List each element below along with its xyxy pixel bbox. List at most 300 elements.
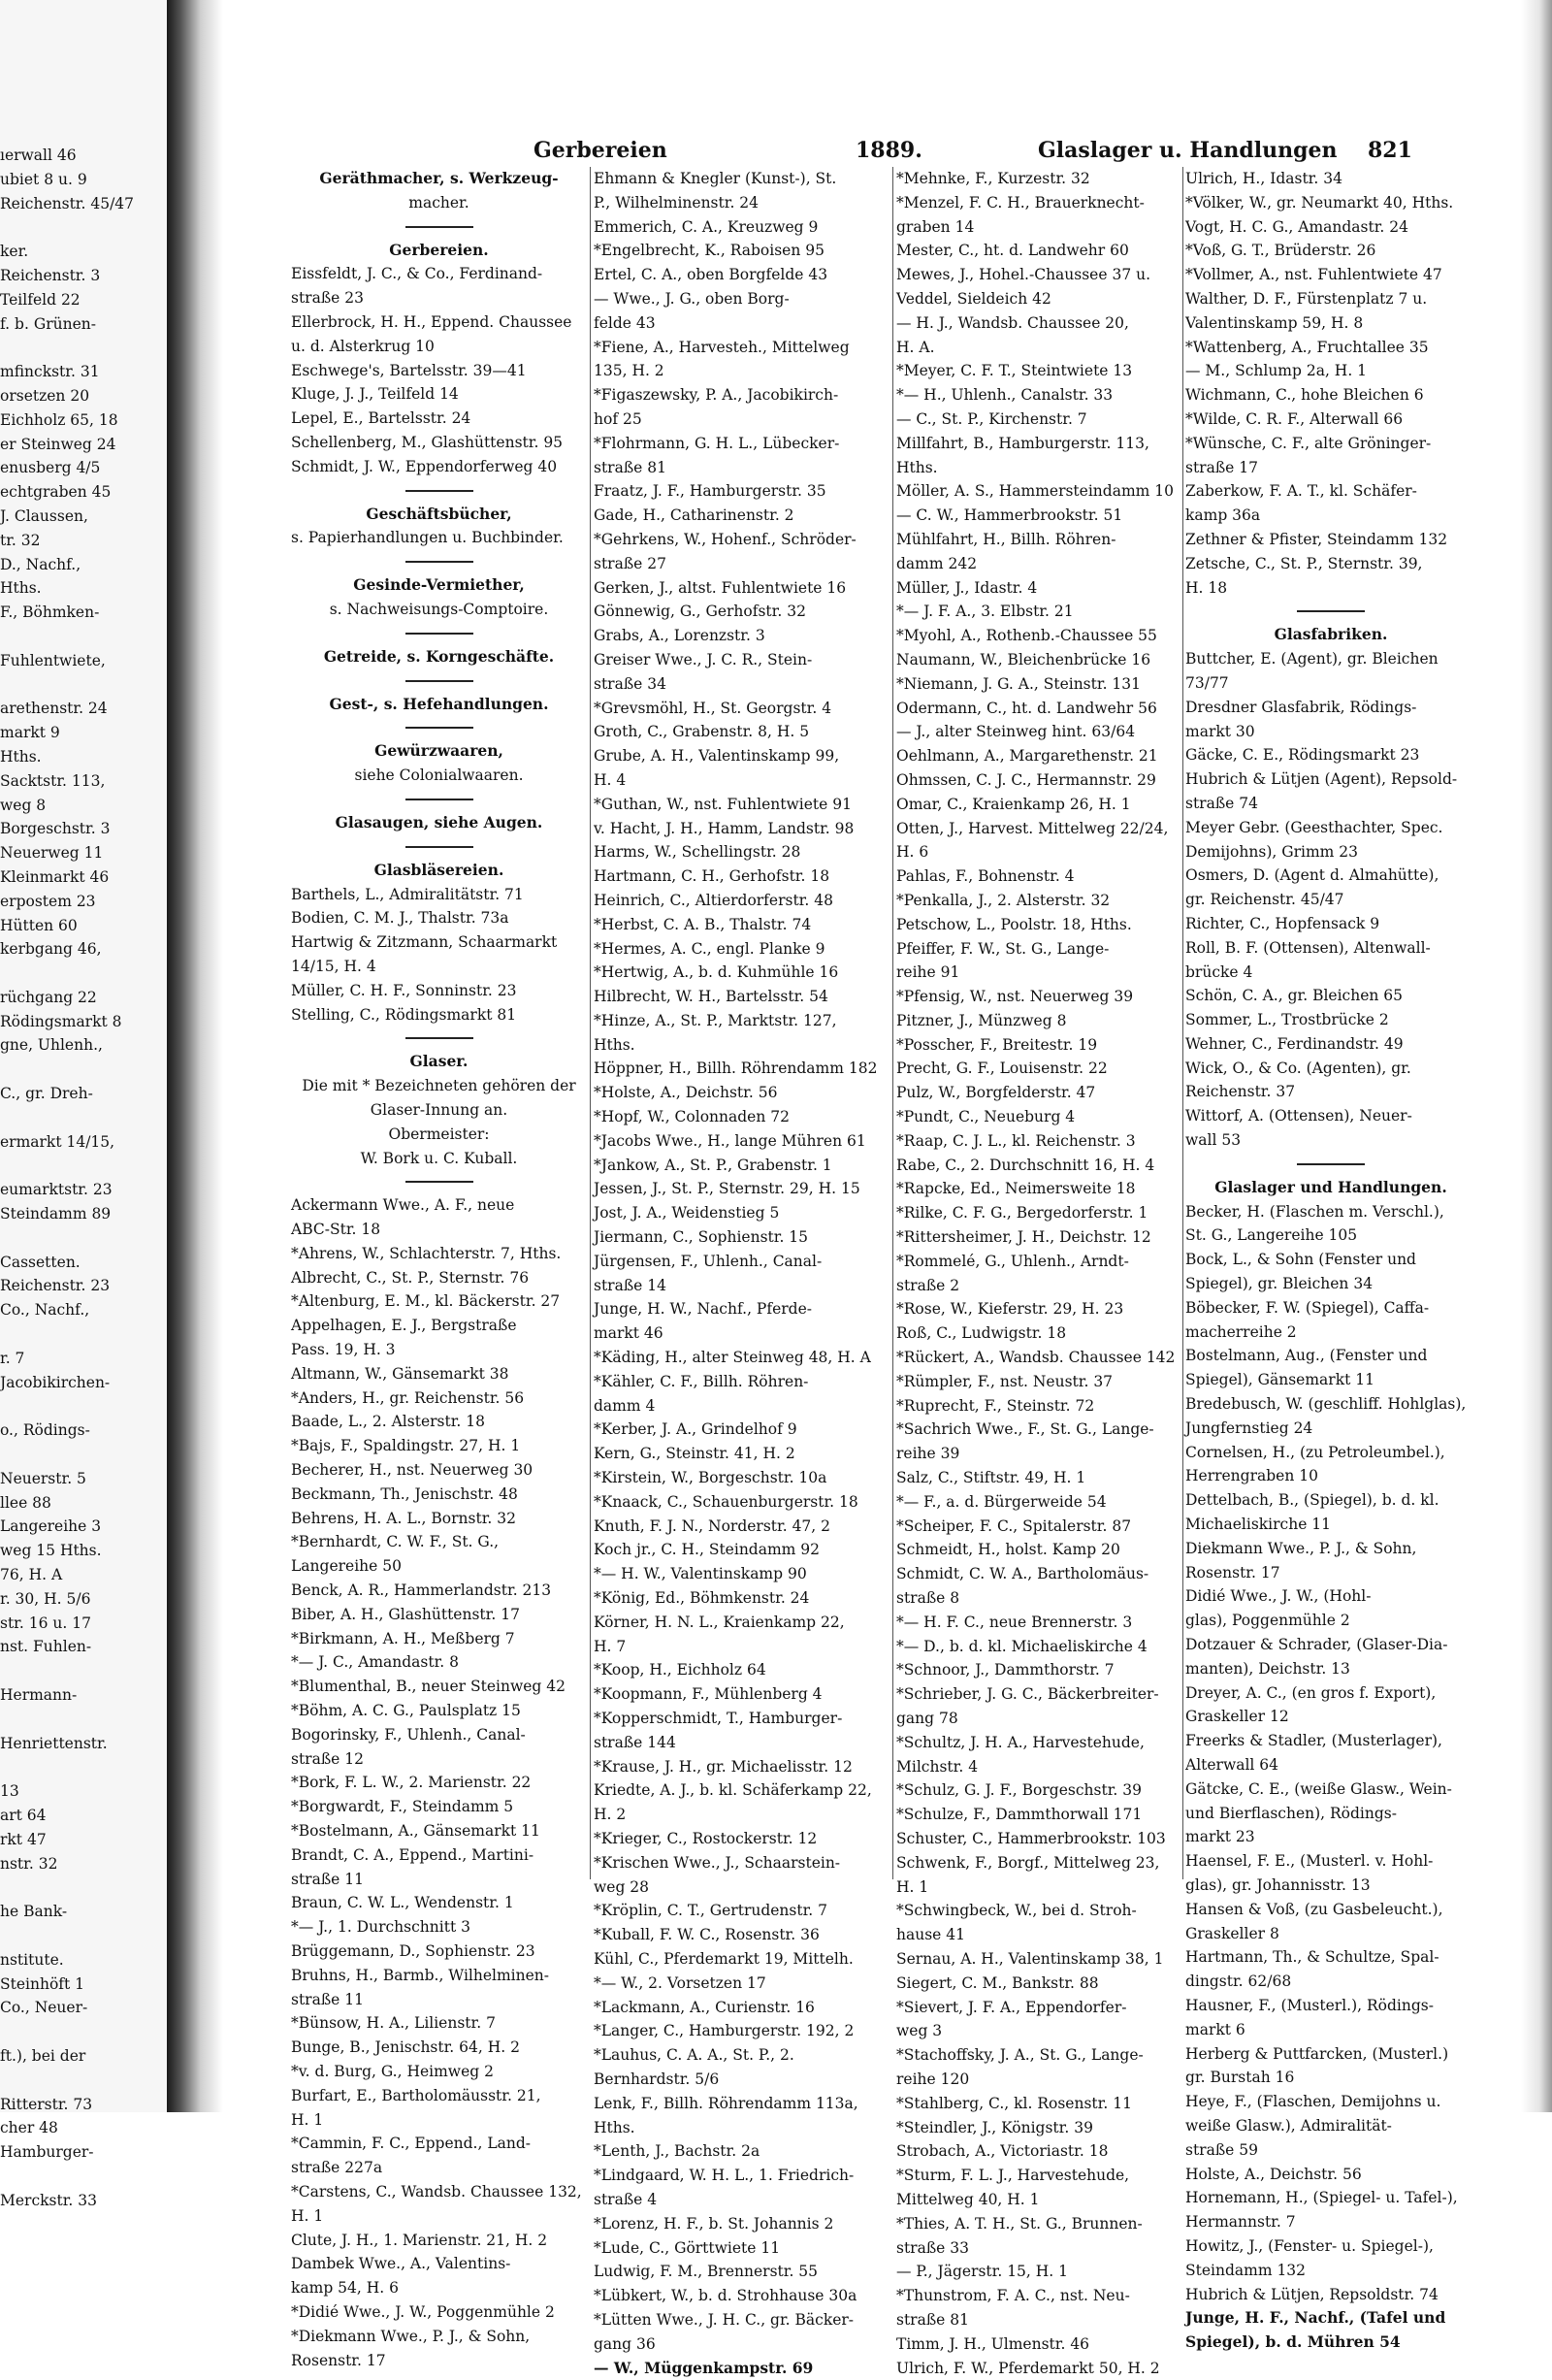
left-fragment-line [0, 1708, 165, 1732]
directory-entry: straße 14 [594, 1276, 667, 1294]
directory-entry: Mester, C., ht. d. Landwehr 60 [896, 242, 1129, 260]
section-heading: Gesinde-Vermiether, [353, 575, 525, 595]
directory-entry: Heye, F., (Flaschen, Demijohns u. [1185, 2093, 1441, 2111]
directory-entry: Braun, C. W. L., Wendenstr. 1 [291, 1894, 514, 1912]
section-divider [405, 846, 473, 848]
directory-entry: Pass. 19, H. 3 [291, 1341, 396, 1359]
left-fragment-line [0, 1106, 165, 1130]
directory-entry: *Rilke, C. F. G., Bergedorferstr. 1 [896, 1204, 1148, 1223]
directory-entry: hof 25 [594, 409, 642, 428]
left-fragment-line: Hütten 60 [0, 916, 78, 934]
directory-entry: Knuth, F. J. N., Norderstr. 47, 2 [594, 1516, 831, 1535]
book-gutter [167, 0, 223, 2112]
directory-entry: *Steindler, J., Königstr. 39 [896, 2118, 1093, 2136]
directory-entry: *Engelbrecht, K., Raboisen 95 [594, 242, 824, 260]
left-fragment-line: rkt 47 [0, 1830, 47, 1848]
directory-entry: Pulz, W., Borgfelderstr. 47 [896, 1084, 1096, 1102]
directory-entry: Wehner, C., Ferdinandstr. 49 [1185, 1034, 1404, 1053]
left-fragment-line: Teilfeld 22 [0, 290, 81, 309]
left-fragment-line: J. Claussen, [0, 506, 88, 525]
directory-entry: markt 23 [1185, 1828, 1255, 1846]
directory-entry: Hubrich & Lütjen, Repsoldstr. 74 [1185, 2285, 1439, 2303]
left-fragment-line: eumarktstr. 23 [0, 1181, 113, 1199]
directory-entry: Barthels, L., Admiralitätstr. 71 [291, 885, 524, 903]
directory-entry: Herrengraben 10 [1185, 1467, 1318, 1485]
directory-entry: u. d. Alsterkrug 10 [291, 337, 435, 355]
left-fragment-line: kerbgang 46, [0, 940, 102, 959]
directory-entry: macherreihe 2 [1185, 1322, 1297, 1341]
section-divider [405, 226, 473, 228]
directory-entry: Junge, H. F., Nachf., (Tafel und [1185, 2308, 1446, 2328]
section-divider [405, 1037, 473, 1039]
directory-entry: Walther, D. F., Fürstenplatz 7 u. [1185, 289, 1428, 308]
directory-entry: *v. d. Burg, G., Heimweg 2 [291, 2062, 494, 2080]
directory-entry: Ulrich, H., Idastr. 34 [1185, 170, 1342, 187]
directory-entry: 135, H. 2 [594, 362, 664, 380]
directory-entry: Appelhagen, E. J., Bergstraße [291, 1317, 517, 1335]
left-fragment-line: Hermann- [0, 1686, 78, 1704]
left-fragment-line: Eichholz 65, 18 [0, 410, 118, 429]
directory-entry: Langereihe 50 [291, 1557, 402, 1576]
directory-entry: glas), Poggenmühle 2 [1185, 1612, 1350, 1630]
left-fragment-line: art 64 [0, 1806, 47, 1824]
directory-entry: *Schulze, F., Dammthorwall 171 [896, 1806, 1143, 1824]
directory-column-3 [896, 167, 1182, 2380]
left-fragment-line: markt 9 [0, 724, 60, 742]
left-fragment-line: Kleinmarkt 46 [0, 867, 110, 886]
directory-entry: *Rose, W., Kieferstr. 29, H. 23 [896, 1300, 1124, 1319]
directory-entry: *— H. W., Valentinskamp 90 [594, 1565, 807, 1583]
left-fragment-line [0, 1659, 165, 1683]
directory-entry: Hermannstr. 7 [1185, 2213, 1296, 2232]
directory-entry: Zetsche, C., St. P., Sternstr. 39, [1185, 554, 1423, 572]
section-divider [405, 799, 473, 800]
directory-entry: *Jankow, A., St. P., Grabenstr. 1 [594, 1156, 832, 1174]
directory-entry: Sernau, A. H., Valentinskamp 38, 1 [896, 1949, 1164, 1968]
directory-entry: *Koopmann, F., Mühlenberg 4 [594, 1685, 823, 1704]
left-page-fragments [0, 144, 165, 2213]
directory-entry: v. Hacht, J. H., Hamm, Landstr. 98 [594, 819, 855, 837]
directory-entry: Kriedte, A. J., b. kl. Schäferkamp 22, [594, 1781, 872, 1800]
directory-entry: Schmeidt, H., holst. Kamp 20 [896, 1541, 1120, 1559]
directory-entry: Strobach, A., Victoriastr. 18 [896, 2142, 1109, 2161]
directory-entry: *— J. F. A., 3. Elbstr. 21 [896, 603, 1074, 621]
directory-entry: straße 12 [291, 1749, 365, 1768]
directory-entry: Körner, H. N. L., Kraienkamp 22, [594, 1613, 845, 1631]
directory-entry: *Didié Wwe., J. W., Poggenmühle 2 [291, 2302, 555, 2321]
directory-entry: Jessen, J., St. P., Sternstr. 29, H. 15 [594, 1180, 860, 1198]
directory-entry: Graskeller 8 [1185, 1924, 1279, 1942]
left-fragment-line: ker. [0, 243, 29, 261]
directory-entry: *Altenburg, E. M., kl. Bäckerstr. 27 [291, 1292, 561, 1311]
directory-entry: Gönnewig, G., Gerhofstr. 32 [594, 603, 806, 621]
directory-entry: *Carstens, C., Wandsb. Chaussee 132, [291, 2182, 582, 2201]
directory-entry: *Rittersheimer, J. H., Deichstr. 12 [896, 1228, 1151, 1247]
directory-entry: straße 2 [896, 1276, 960, 1294]
directory-entry: reihe 120 [896, 2070, 970, 2088]
section-divider [405, 680, 473, 682]
directory-entry: *Guthan, W., nst. Fuhlentwiete 91 [594, 795, 852, 813]
left-fragment-line: 13 [0, 1782, 19, 1801]
directory-entry: Höppner, H., Billh. Röhrendamm 182 [594, 1060, 878, 1078]
directory-entry: Dresdner Glasfabrik, Rödings- [1185, 698, 1417, 716]
page-number: 821 [1368, 138, 1412, 163]
directory-entry: *Rommelé, G., Uhlenh., Arndt- [896, 1252, 1129, 1270]
directory-entry: Emmerich, C. A., Kreuzweg 9 [594, 217, 819, 236]
directory-entry: Clute, J. H., 1. Marienstr. 21, H. 2 [291, 2231, 548, 2249]
left-fragment-line: weg 8 [0, 796, 47, 814]
directory-entry: Zaberkow, F. A. T., kl. Schäfer- [1185, 482, 1417, 501]
directory-entry: *Kerber, J. A., Grindelhof 9 [594, 1420, 797, 1439]
directory-entry: straße 11 [291, 1870, 365, 1888]
directory-entry: Schuster, C., Hammerbrookstr. 103 [896, 1829, 1166, 1847]
directory-entry: Becker, H. (Flaschen m. Verschl.), [1185, 1202, 1444, 1221]
directory-entry: Osmers, D. (Agent d. Almahütte), [1185, 866, 1439, 885]
left-fragment-line: Hths. [0, 579, 42, 598]
directory-entry: kamp 54, H. 6 [291, 2279, 399, 2298]
left-fragment-line: r. 30, H. 5/6 [0, 1589, 91, 1608]
directory-entry: Jost, J. A., Weidenstieg 5 [594, 1204, 780, 1223]
directory-entry: *Lauhus, C. A. A., St. P., 2. [594, 2046, 794, 2065]
section-heading: Gerbereien. [389, 240, 489, 259]
directory-entry: straße 59 [1185, 2140, 1259, 2159]
directory-entry: *Niemann, J. G. A., Steinstr. 131 [896, 674, 1142, 693]
left-fragment-line [0, 336, 165, 360]
left-fragment-line: Co., Nachf., [0, 1301, 90, 1320]
directory-entry: *Borgwardt, F., Steindamm 5 [291, 1798, 514, 1816]
directory-entry: — C., St. P., Kirchenstr. 7 [896, 409, 1087, 428]
directory-entry: *Bajs, F., Spaldingstr. 27, H. 1 [291, 1437, 521, 1455]
directory-entry: Dreyer, A. C., (en gros f. Export), [1185, 1683, 1437, 1702]
section-heading: Gewürzwaaren, [374, 741, 503, 761]
directory-entry: *Stahlberg, C., kl. Rosenstr. 11 [896, 2094, 1132, 2112]
directory-entry: graben 14 [896, 217, 975, 236]
directory-entry: Junge, H. W., Nachf., Pferde- [594, 1300, 813, 1319]
directory-entry: Rosenstr. 17 [291, 2351, 386, 2369]
left-fragment-line: nstr. 32 [0, 1854, 58, 1873]
left-fragment-line [0, 1154, 165, 1178]
left-fragment-line [0, 1394, 165, 1418]
directory-entry: 73/77 [1185, 673, 1229, 692]
left-fragment-line: nstitute. [0, 1950, 64, 1969]
directory-entry: *Hermes, A. C., engl. Planke 9 [594, 939, 825, 958]
left-fragment-line: ft.), bei der [0, 2046, 86, 2065]
directory-entry: Getreide, s. Korngeschäfte. [323, 646, 555, 666]
left-fragment-line: Steindamm 89 [0, 1205, 112, 1223]
section-heading: Glaslager und Handlungen. [1214, 1177, 1447, 1196]
directory-entry: *Thies, A. T. H., St. G., Brunnen- [896, 2214, 1143, 2233]
directory-entry: Precht, G. F., Louisenstr. 22 [896, 1060, 1108, 1078]
directory-entry: *Herbst, C. A. B., Thalstr. 74 [594, 915, 812, 933]
directory-entry: H. 2 [594, 1806, 627, 1824]
left-fragment-line: gne, Uhlenh., [0, 1036, 103, 1055]
directory-entry: *Kähler, C. F., Billh. Röhren- [594, 1372, 809, 1390]
directory-entry: — C. W., Hammerbrookstr. 51 [896, 506, 1123, 525]
directory-entry: Bunge, B., Jenischstr. 64, H. 2 [291, 2038, 520, 2057]
directory-entry: *Krause, J. H., gr. Michaelisstr. 12 [594, 1757, 853, 1776]
left-fragment-line: nst. Fuhlen- [0, 1638, 92, 1656]
directory-entry: *Kirstein, W., Borgeschstr. 10a [594, 1469, 827, 1487]
directory-entry: Vogt, H. C. G., Amandastr. 24 [1185, 217, 1408, 236]
directory-entry: *Voß, G. T., Brüderstr. 26 [1185, 242, 1376, 260]
directory-entry: Obermeister: [388, 1125, 490, 1143]
directory-entry: *Meyer, C. F. T., Steintwiete 13 [896, 362, 1133, 380]
directory-entry: Gade, H., Catharinenstr. 2 [594, 506, 794, 525]
directory-entry: Jungfernstieg 24 [1185, 1418, 1313, 1437]
directory-entry: Gätcke, C. E., (weiße Glasw., Wein- [1185, 1779, 1452, 1798]
directory-entry: Bock, L., & Sohn (Fenster und [1185, 1251, 1416, 1269]
directory-entry: Brüggemann, D., Sophienstr. 23 [291, 1942, 535, 1960]
directory-entry: Hubrich & Lütjen (Agent), Repsold- [1185, 770, 1458, 789]
directory-entry: Richter, C., Hopfensack 9 [1185, 914, 1380, 932]
directory-entry: Sommer, L., Trostbrücke 2 [1185, 1011, 1389, 1029]
directory-entry: Kern, G., Steinstr. 41, H. 2 [594, 1445, 795, 1463]
directory-entry: s. Papierhandlungen u. Buchbinder. [291, 529, 564, 547]
directory-entry: *Penkalla, J., 2. Alsterstr. 32 [896, 891, 1111, 909]
directory-entry: Benck, A. R., Hammerlandstr. 213 [291, 1581, 552, 1600]
section-divider [405, 561, 473, 563]
directory-entry: Dettelbach, B., (Spiegel), b. d. kl. [1185, 1491, 1439, 1510]
directory-entry: *— F., a. d. Bürgerweide 54 [896, 1492, 1107, 1511]
directory-entry: *Anders, H., gr. Reichenstr. 56 [291, 1388, 525, 1407]
left-fragment-line [0, 1924, 165, 1948]
left-fragment-line: he Bank- [0, 1903, 68, 1921]
directory-entry: Koch jr., C. H., Steindamm 92 [594, 1541, 821, 1559]
directory-entry: Freerks & Stadler, (Musterlager), [1185, 1732, 1442, 1750]
directory-entry: dingstr. 62/68 [1185, 1972, 1292, 1991]
directory-entry: *Jacobs Wwe., H., lange Mühren 61 [594, 1131, 866, 1150]
directory-entry: Hornemann, H., (Spiegel- u. Tafel-), [1185, 2189, 1458, 2207]
directory-entry: Roß, C., Ludwigstr. 18 [896, 1324, 1067, 1343]
left-fragment-line: Hamburger- [0, 2143, 94, 2162]
left-fragment-line [0, 625, 165, 649]
directory-entry: Hartmann, Th., & Schultze, Spal- [1185, 1948, 1439, 1967]
directory-entry: Baade, L., 2. Alsterstr. 18 [291, 1413, 485, 1431]
directory-entry: straße 11 [291, 1990, 365, 2008]
directory-entry: Spiegel), gr. Bleichen 34 [1185, 1275, 1374, 1293]
directory-entry: *Bernhardt, C. W. F., St. G., [291, 1533, 500, 1551]
left-fragment-line: f. b. Grünen- [0, 314, 96, 333]
directory-entry: Harms, W., Schellingstr. 28 [594, 843, 801, 862]
directory-entry: *— J., 1. Durchschnitt 3 [291, 1918, 470, 1937]
directory-entry: *König, Ed., Böhmkenstr. 24 [594, 1589, 810, 1608]
directory-entry: Greiser Wwe., J. C. R., Stein- [594, 650, 813, 668]
directory-entry: — P., Jägerstr. 15, H. 1 [896, 2263, 1069, 2281]
directory-entry: *Diekmann Wwe., P. J., & Sohn, [291, 2327, 531, 2345]
directory-entry: *Thunstrom, F. A. C., nst. Neu- [896, 2287, 1130, 2305]
directory-entry: straße 144 [594, 1733, 676, 1751]
header-right-title: Glaslager u. Handlungen [1038, 138, 1338, 163]
directory-entry: brücke 4 [1185, 962, 1253, 981]
directory-entry: Schön, C. A., gr. Bleichen 65 [1185, 987, 1404, 1005]
left-fragment-line: cher 48 [0, 2119, 58, 2137]
directory-entry: *Posscher, F., Breitestr. 19 [896, 1035, 1098, 1054]
left-fragment-line: Rödingsmarkt 8 [0, 1012, 122, 1030]
section-heading: Glaser. [409, 1052, 469, 1071]
directory-entry: *Sturm, F. L. J., Harvestehude, [896, 2167, 1130, 2185]
directory-entry: Brandt, C. A., Eppend., Martini- [291, 1845, 534, 1864]
directory-entry: *Wilde, C. R. F., Alterwall 66 [1185, 409, 1404, 428]
directory-entry: Pitzner, J., Münzweg 8 [896, 1011, 1067, 1029]
directory-entry: Didié Wwe., J. W., (Hohl- [1185, 1587, 1372, 1606]
directory-entry: Geräthmacher, s. Werkzeug- [319, 169, 559, 187]
directory-entry: straße 81 [594, 458, 667, 476]
directory-entry: *Krieger, C., Rostockerstr. 12 [594, 1829, 818, 1847]
directory-entry: *Pundt, C., Neueburg 4 [896, 1108, 1076, 1126]
directory-entry: straße 4 [594, 2190, 658, 2208]
directory-entry: Schwenk, F., Borgf., Mittelweg 23, [896, 1853, 1160, 1872]
directory-entry: Mühlfahrt, H., Billh. Röhren- [896, 530, 1116, 548]
directory-entry: Naumann, W., Bleichenbrücke 16 [896, 650, 1151, 668]
left-fragment-line: 76, H. A [0, 1566, 63, 1584]
directory-entry: Gäcke, C. E., Rödingsmarkt 23 [1185, 746, 1420, 765]
directory-entry: siehe Colonialwaaren. [354, 766, 524, 785]
directory-entry: gang 78 [896, 1710, 958, 1727]
section-divider [1297, 1163, 1365, 1165]
directory-entry: *Kuball, F. W. C., Rosenstr. 36 [594, 1926, 820, 1944]
header-year: 1889. [856, 138, 922, 163]
directory-entry: Möller, A. S., Hammersteindamm 10 [896, 482, 1174, 501]
directory-entry: *Schwingbeck, W., bei d. Stroh- [896, 1902, 1137, 1920]
directory-entry: Ohmssen, C. J. C., Hermannstr. 29 [896, 770, 1156, 789]
directory-entry: Holste, A., Deichstr. 56 [1185, 2165, 1362, 2183]
directory-entry: kamp 36a [1185, 506, 1261, 525]
directory-column-2 [594, 167, 892, 2380]
directory-entry: *Bünsow, H. A., Lilienstr. 7 [291, 2014, 496, 2033]
directory-entry: straße 8 [896, 1589, 960, 1608]
directory-entry: *Pfensig, W., nst. Neuerweg 39 [896, 988, 1134, 1006]
directory-entry: Müller, C. H. F., Sonninstr. 23 [291, 981, 517, 999]
directory-entry: Bostelmann, Aug., (Fenster und [1185, 1347, 1428, 1365]
directory-entry: damm 242 [896, 554, 978, 572]
directory-entry: glas), gr. Johannisstr. 13 [1185, 1875, 1371, 1894]
directory-entry: markt 6 [1185, 2020, 1245, 2038]
directory-entry: *Birkmann, A. H., Meßberg 7 [291, 1629, 515, 1647]
directory-entry: Die mit * Bezeichneten gehören der [302, 1077, 576, 1095]
directory-entry: *Bostelmann, A., Gänsemarkt 11 [291, 1822, 540, 1841]
left-fragment-line: er Steinweg 24 [0, 435, 116, 453]
directory-entry: Veddel, Sieldeich 42 [896, 289, 1051, 308]
directory-entry: H. 1 [291, 2206, 324, 2225]
directory-entry: *Stachoffsky, J. A., St. G., Lange- [896, 2046, 1144, 2065]
directory-entry: gr. Reichenstr. 45/47 [1185, 891, 1344, 909]
left-fragment-line [0, 673, 165, 698]
directory-entry: Hartwig & Zitzmann, Schaarmarkt [291, 933, 558, 952]
directory-entry: *Rapcke, Ed., Neimersweite 18 [896, 1180, 1136, 1198]
directory-entry: *Grevsmöhl, H., St. Georgstr. 4 [594, 699, 832, 717]
directory-entry: Ulrich, F. W., Pferdemarkt 50, H. 2 [896, 2359, 1160, 2377]
directory-entry: Gest-, s. Hefehandlungen. [329, 694, 549, 713]
directory-entry: reihe 91 [896, 963, 960, 982]
directory-entry: H. 4 [594, 770, 627, 789]
directory-entry: *Knaack, C., Schauenburgerstr. 18 [594, 1492, 858, 1511]
directory-entry: *Koop, H., Eichholz 64 [594, 1661, 766, 1679]
directory-entry: Groth, C., Grabenstr. 8, H. 5 [594, 723, 810, 741]
directory-entry: Altmann, W., Gänsemarkt 38 [291, 1364, 509, 1383]
left-fragment-line: Merckstr. 33 [0, 2191, 97, 2209]
left-fragment-line: Co., Neuer- [0, 1999, 88, 2017]
directory-entry: Stelling, C., Rödingsmarkt 81 [291, 1005, 517, 1024]
directory-entry: macher. [408, 193, 469, 212]
directory-entry: hause 41 [896, 1926, 965, 1944]
directory-entry: Siegert, C. M., Bankstr. 88 [896, 1973, 1099, 1992]
left-fragment-line: Hths. [0, 747, 42, 766]
directory-entry: Schmidt, C. W. A., Bartholomäus- [896, 1565, 1149, 1583]
directory-entry: manten), Deichstr. 13 [1185, 1659, 1350, 1678]
directory-entry: Spiegel), b. d. Mühren 54 [1185, 2332, 1401, 2352]
directory-entry: *Ruprecht, F., Steinstr. 72 [896, 1396, 1095, 1415]
directory-entry: Wittorf, A. (Ottensen), Neuer- [1185, 1107, 1412, 1125]
directory-entry: straße 227a [291, 2159, 383, 2177]
left-fragment-line: Fuhlentwiete, [0, 651, 106, 669]
directory-entry: *Holste, A., Deichstr. 56 [594, 1084, 778, 1102]
directory-entry: *Lütten Wwe., J. H. C., gr. Bäcker- [594, 2310, 855, 2329]
directory-entry: *Lübkert, W., b. d. Strohhause 30a [594, 2287, 857, 2305]
left-fragment-line: Sacktstr. 113, [0, 771, 106, 790]
directory-entry: *Lackmann, A., Curienstr. 16 [594, 1998, 815, 2016]
directory-entry: Rabe, C., 2. Durchschnitt 16, H. 4 [896, 1156, 1155, 1174]
directory-entry: Howitz, J., (Fenster- u. Spiegel-), [1185, 2236, 1434, 2255]
directory-entry: Hansen & Voß, (zu Gasbeleucht.), [1185, 1900, 1443, 1918]
directory-entry: *— D., b. d. kl. Michaeliskirche 4 [896, 1637, 1148, 1655]
directory-entry: Buttcher, E. (Agent), gr. Bleichen [1185, 650, 1439, 668]
directory-entry: gang 36 [594, 2334, 656, 2353]
page-header [291, 138, 1455, 167]
directory-entry: Biber, A. H., Glashüttenstr. 17 [291, 1605, 520, 1623]
directory-entry: *Gehrkens, W., Hohenf., Schröder- [594, 530, 857, 548]
directory-entry: Ellerbrock, H. H., Eppend. Chaussee [291, 312, 572, 331]
column-rule [892, 167, 893, 1879]
directory-entry: Burfart, E., Bartholomäusstr. 21, [291, 2086, 541, 2104]
left-fragment-line: ermarkt 14/15, [0, 1132, 115, 1151]
directory-entry: Hartmann, C. H., Gerhofstr. 18 [594, 867, 830, 886]
directory-entry: *Sievert, J. F. A., Eppendorfer- [896, 1998, 1127, 2016]
directory-entry: Albrecht, C., St. P., Sternstr. 76 [291, 1268, 530, 1287]
left-fragment-line: Steinhöft 1 [0, 1974, 85, 1993]
directory-entry: *Lorenz, H. F., b. St. Johannis 2 [594, 2214, 834, 2233]
left-fragment-line [0, 1058, 165, 1082]
directory-entry: *Raap, C. J. L., kl. Reichenstr. 3 [896, 1131, 1136, 1150]
directory-entry: *Lenth, J., Bachstr. 2a [594, 2142, 760, 2161]
directory-entry: *Käding, H., alter Steinweg 48, H. A [594, 1349, 871, 1367]
directory-entry: *— W., 2. Vorsetzen 17 [594, 1973, 766, 1992]
directory-entry: Reichenstr. 37 [1185, 1083, 1296, 1101]
directory-entry: H. 1 [291, 2110, 324, 2129]
directory-entry: Kluge, J. J., Teilfeld 14 [291, 385, 459, 404]
directory-entry: *Menzel, F. C. H., Brauerknecht- [896, 193, 1145, 212]
directory-entry: und Bierflaschen), Rödings- [1185, 1804, 1397, 1822]
column-rule [590, 167, 591, 1879]
directory-entry: markt 46 [594, 1324, 663, 1343]
section-heading: Glasbläsereien. [373, 860, 504, 879]
directory-entry: Herberg & Puttfarcken, (Musterl.) [1185, 2044, 1449, 2063]
directory-entry: *Blumenthal, B., neuer Steinweg 42 [291, 1678, 566, 1696]
section-divider [405, 633, 473, 635]
left-fragment-line [0, 1875, 165, 1900]
directory-entry: St. G., Langereihe 105 [1185, 1226, 1358, 1245]
header-left-title: Gerbereien [534, 138, 667, 163]
directory-entry: *Rümpler, F., nst. Neustr. 37 [896, 1372, 1114, 1390]
directory-entry: straße 34 [594, 674, 667, 693]
directory-entry: *Schultz, J. H. A., Harvestehude, [896, 1733, 1145, 1751]
directory-entry: Bernhardstr. 5/6 [594, 2070, 720, 2088]
directory-entry: *Hertwig, A., b. d. Kuhmühle 16 [594, 963, 839, 982]
left-fragment-line [0, 2020, 165, 2044]
directory-entry: *Krischen Wwe., J., Schaarstein- [594, 1853, 841, 1872]
directory-entry: Meyer Gebr. (Geesthachter, Spec. [1185, 818, 1443, 836]
directory-entry: *Vollmer, A., nst. Fuhlentwiete 47 [1185, 266, 1442, 284]
directory-entry: *Lindgaard, W. H. L., 1. Friedrich- [594, 2167, 855, 2185]
